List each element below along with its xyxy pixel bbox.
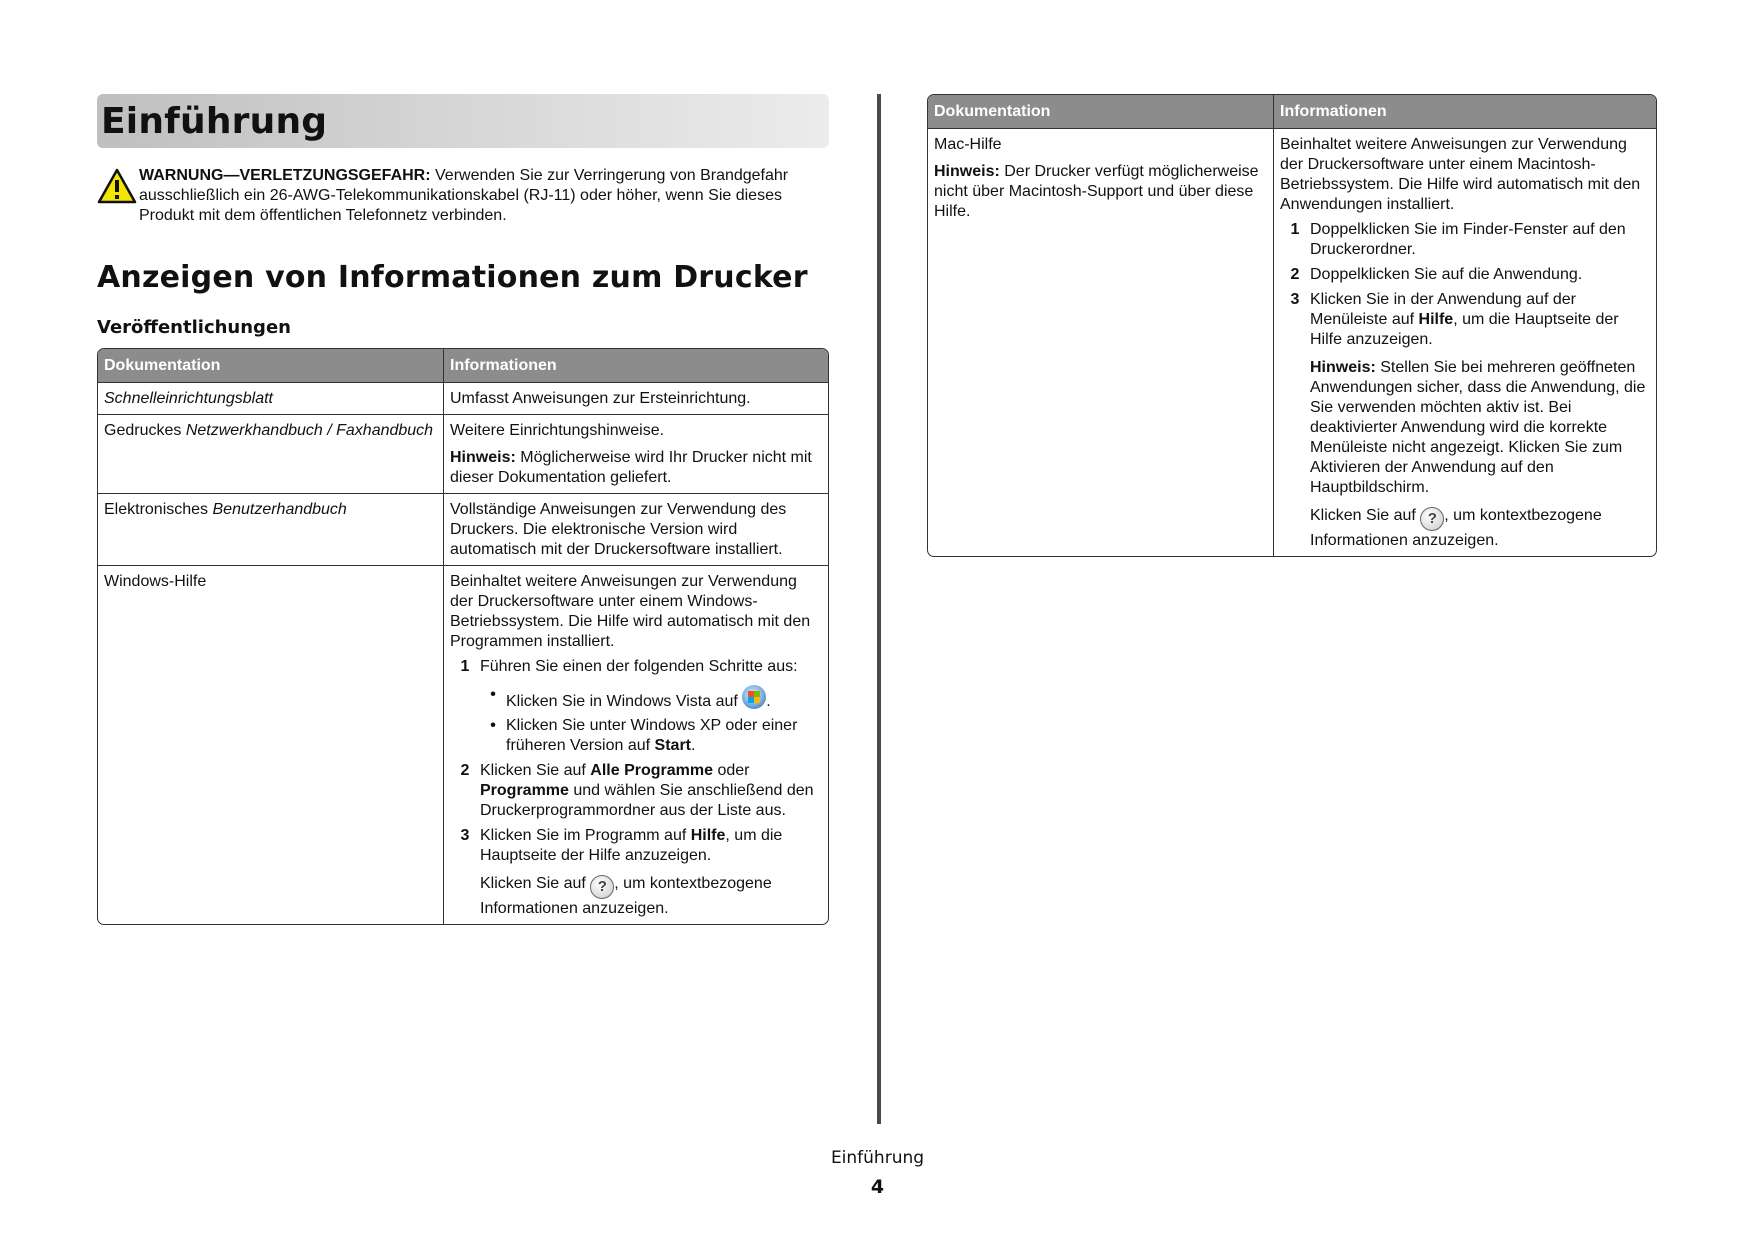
bullet-text-end: . [691, 737, 696, 754]
info-text: Beinhaltet weitere Anweisungen zur Verwendung der Druckersoftware unter einem Macintosh-Betriebssystem. Die Hilfe wird automatisch mit den Anwendungen installiert. [1280, 136, 1641, 213]
info-cell [1273, 129, 1656, 556]
step-text-part: oder [713, 762, 750, 779]
step [450, 657, 822, 756]
windows-start-icon [742, 685, 766, 709]
chapter-header [97, 94, 829, 148]
step-text-part: und wählen Sie anschließend den Druckerprogrammordner aus der Liste aus. [480, 782, 814, 819]
bullet-item [480, 716, 822, 756]
column-header-documentation: Dokumentation [928, 95, 1273, 129]
warning-icon [97, 168, 137, 204]
help-text-part: Klicken Sie auf [1310, 507, 1421, 524]
doc-title: Windows-Hilfe [104, 573, 207, 590]
step [1280, 265, 1650, 285]
step-number: 3 [1290, 291, 1300, 308]
info-cell [443, 565, 828, 924]
step [1280, 290, 1650, 551]
doc-title: Mac-Hilfe [934, 136, 1002, 153]
publications-table [97, 348, 829, 925]
footer-section-title: Einführung [830, 1148, 925, 1168]
help-icon: ? [590, 875, 614, 899]
step-number: 2 [1290, 266, 1300, 283]
note-label: Hinweis: [450, 449, 516, 466]
column-divider [877, 94, 881, 1124]
bullet-text-end: . [766, 693, 771, 710]
info-text: Weitere Einrichtungshinweise. [450, 422, 665, 439]
doc-cell [928, 129, 1273, 556]
doc-title: Schnelleinrichtungsblatt [104, 390, 273, 407]
bullet-text [506, 685, 771, 712]
step-body [480, 761, 822, 821]
note-label: Hinweis: [934, 163, 1000, 180]
page-number: 4 [870, 1176, 885, 1198]
warning-body: Verwenden Sie zur Verringerung von Brandgefahr ausschließlich ein 26-AWG-Telekommunikationskabel (RJ-11) oder höher, wenn Sie dieses Produkt mit dem öffentlichen Telefonnetz verbinden. [139, 167, 789, 224]
help-text-part: Klicken Sie auf [480, 875, 591, 892]
bullet-mark: • [490, 686, 496, 703]
step-text: Führen Sie einen der folgenden Schritte aus: [480, 658, 798, 675]
step-text-bold: Alle Programme [590, 762, 713, 779]
step-text-part: Klicken Sie auf [480, 762, 591, 779]
bullet-text-bold: Start [654, 737, 691, 754]
warning-text [139, 166, 829, 226]
doc-cell [98, 383, 443, 414]
step-body [480, 657, 822, 756]
help-hint [480, 874, 822, 919]
info-cell [443, 493, 828, 565]
right-column [927, 94, 1657, 557]
note [934, 162, 1267, 222]
info-text: Beinhaltet weitere Anweisungen zur Verwendung der Druckersoftware unter einem Windows-Betriebssystem. Die Hilfe wird automatisch mit den Programmen installiert. [450, 573, 811, 650]
note [450, 448, 822, 488]
bullet-item [480, 685, 822, 712]
info-cell [443, 414, 828, 493]
step-number: 1 [460, 658, 470, 675]
info-text: Vollständige Anweisungen zur Verwendung des Druckers. Die elektronische Version wird automatisch mit der Druckersoftware installiert. [450, 501, 787, 558]
step-text-bold: Hilfe [1418, 311, 1454, 328]
bullet-text [506, 716, 822, 756]
doc-cell [98, 493, 443, 565]
table-header-row [928, 95, 1656, 129]
bullet-text-part: Klicken Sie unter Windows XP oder einer früheren Version auf [506, 717, 798, 754]
step-text-bold: Hilfe [690, 827, 726, 844]
note-label: Hinweis: [1310, 359, 1376, 376]
table-row [98, 565, 828, 924]
table-row [98, 414, 828, 493]
step-body [1310, 290, 1650, 551]
step-body [480, 826, 822, 919]
column-header-documentation: Dokumentation [98, 349, 443, 383]
note-text: Stellen Sie bei mehreren geöffneten Anwendungen sicher, dass die Anwendung, die Sie verwenden möchten aktiv ist. Bei deaktivierter Anwendung wird die korrekte Menüleiste nicht angezeigt. Klicken Sie zum Aktivieren der Anwendung auf den Hauptbildschirm. [1310, 359, 1646, 496]
doc-cell [98, 565, 443, 924]
publications-table-continued [927, 94, 1657, 557]
bullet-mark: • [490, 717, 496, 734]
chapter-title: Einführung [101, 100, 328, 142]
warning-label: WARNUNG—VERLETZUNGSGEFAHR: [139, 167, 431, 184]
step-number: 3 [460, 827, 470, 844]
step-text: Doppelklicken Sie im Finder-Fenster auf den Druckerordner. [1310, 221, 1626, 258]
step-text: Doppelklicken Sie auf die Anwendung. [1310, 266, 1583, 283]
column-header-information: Informationen [1273, 95, 1656, 129]
table-row [98, 493, 828, 565]
bullet-text-part: Klicken Sie in Windows Vista auf [506, 693, 743, 710]
doc-prefix: Gedruckes [104, 422, 186, 439]
doc-cell [98, 414, 443, 493]
doc-title: Benutzerhandbuch [212, 501, 347, 518]
warning-block [97, 166, 829, 226]
doc-prefix: Elektronisches [104, 501, 213, 518]
step [450, 761, 822, 821]
left-column [97, 94, 829, 925]
help-text-part: , um kontextbezogene Informationen anzuzeigen. [480, 875, 772, 917]
help-text-part: , um kontextbezogene Informationen anzuzeigen. [1310, 507, 1602, 549]
doc-title: Netzwerkhandbuch / Faxhandbuch [185, 422, 434, 439]
step-number: 1 [1290, 221, 1300, 238]
section-title: Anzeigen von Informationen zum Drucker [97, 260, 808, 295]
table-header-row [98, 349, 828, 383]
step-text-bold: Programme [480, 782, 569, 799]
note [1310, 358, 1650, 498]
step [1280, 220, 1650, 260]
info-text: Umfasst Anweisungen zur Ersteinrichtung. [450, 390, 751, 407]
bullet-list [480, 685, 822, 756]
note-text: Der Drucker verfügt möglicherweise nicht über Macintosh-Support und über diese Hilfe. [934, 163, 1259, 220]
step-text-part: Klicken Sie im Programm auf [480, 827, 691, 844]
help-icon: ? [1420, 507, 1444, 531]
step-text-part: , um die Hauptseite der Hilfe anzuzeigen. [480, 827, 783, 864]
steps-list [1280, 220, 1650, 551]
subsection-title: Veröffentlichungen [97, 317, 291, 338]
note-text: Möglicherweise wird Ihr Drucker nicht mit dieser Dokumentation geliefert. [450, 449, 812, 486]
step-number: 2 [460, 762, 470, 779]
help-hint [1310, 506, 1650, 551]
step [450, 826, 822, 919]
table-row [98, 383, 828, 414]
step-text-part: Klicken Sie in der Anwendung auf der Menüleiste auf [1310, 291, 1576, 328]
step-text-part: , um die Hauptseite der Hilfe anzuzeigen. [1310, 311, 1619, 348]
info-cell [443, 383, 828, 414]
table-row [928, 129, 1656, 556]
column-header-information: Informationen [443, 349, 828, 383]
steps-list [450, 657, 822, 919]
